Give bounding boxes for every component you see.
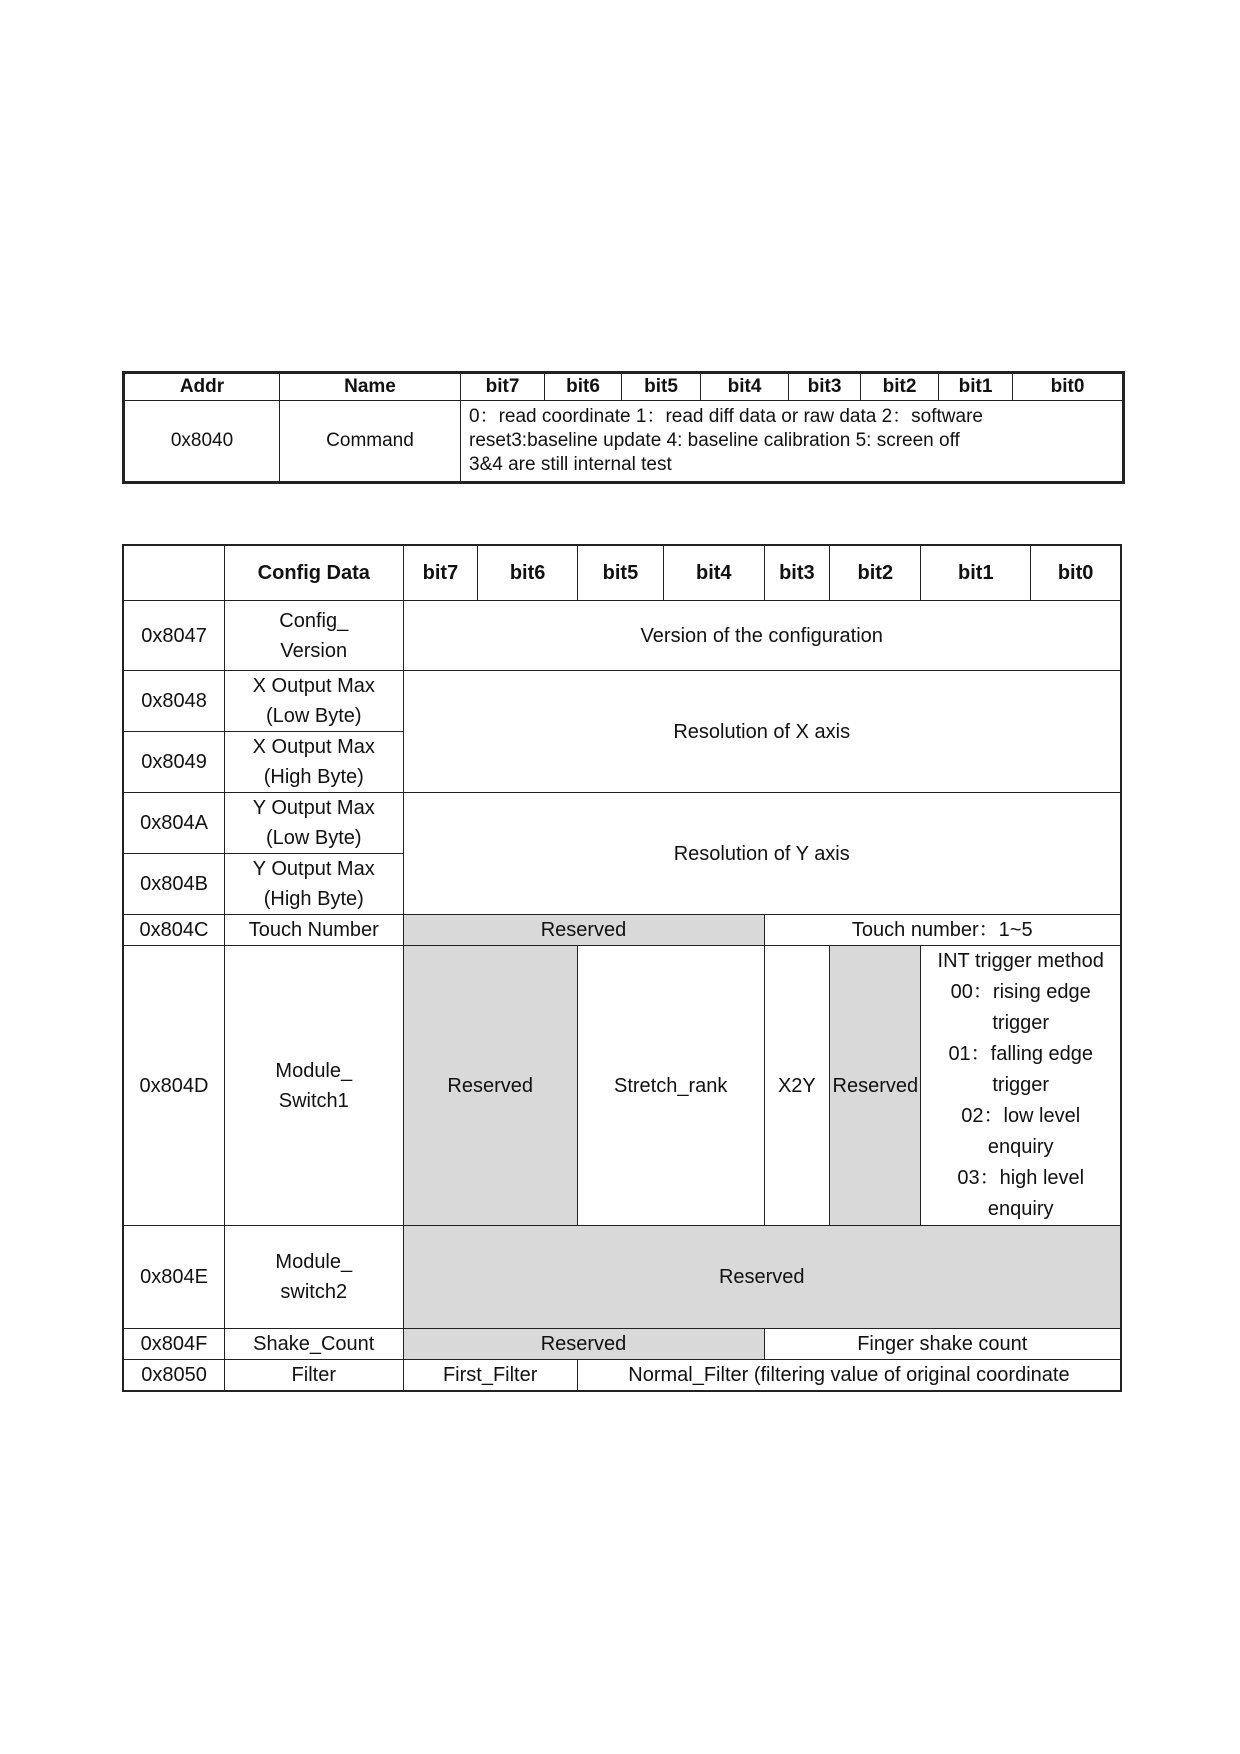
header-bit3: bit3 <box>789 373 861 401</box>
int-trigger-method-cell <box>921 946 1121 1226</box>
touch-number-desc: Touch number：1~5 <box>764 915 1121 946</box>
name-line: Y Output Max <box>252 858 375 880</box>
header-bit0: bit0 <box>1031 545 1121 601</box>
name-cell: Shake_Count <box>225 1329 403 1360</box>
name-cell: Filter <box>225 1360 403 1392</box>
reserved-cell: Reserved <box>403 1226 1121 1329</box>
name-line: Config_ <box>279 609 349 632</box>
header-bit0: bit0 <box>1013 373 1124 401</box>
header-bit3: bit3 <box>764 545 830 601</box>
header-bit5: bit5 <box>577 545 663 601</box>
name-line: Y Output Max <box>252 797 375 819</box>
name-cell: Command <box>280 401 461 483</box>
normal-filter-cell: Normal_Filter (filtering value of original coordinate <box>577 1360 1121 1392</box>
name-line: X Output Max <box>252 736 375 758</box>
name-cell <box>225 946 403 1226</box>
int-line: trigger <box>992 1074 1050 1096</box>
name-cell: Touch Number <box>225 915 403 946</box>
addr-cell: 0x8050 <box>123 1360 225 1392</box>
header-bit4: bit4 <box>701 373 789 401</box>
table-header-row <box>123 545 1121 601</box>
command-description <box>461 401 1124 483</box>
header-bit1: bit1 <box>939 373 1013 401</box>
header-bit4: bit4 <box>664 545 765 601</box>
int-line: enquiry <box>987 1198 1054 1220</box>
int-line: INT trigger method <box>937 950 1104 972</box>
name-line: Module_ <box>275 1059 353 1082</box>
header-name: Name <box>280 373 461 401</box>
name-cell <box>225 793 403 854</box>
x2y-cell: X2Y <box>764 946 830 1226</box>
addr-cell: 0x8049 <box>123 732 225 793</box>
reserved-cell: Reserved <box>403 1329 764 1360</box>
name-line: Module_ <box>275 1251 353 1273</box>
addr-cell: 0x8047 <box>123 601 225 671</box>
table-row <box>123 1226 1121 1329</box>
finger-shake-count-desc: Finger shake count <box>764 1329 1121 1360</box>
header-bit6: bit6 <box>545 373 622 401</box>
name-line: Version <box>280 639 348 662</box>
table-row <box>123 915 1121 946</box>
stretch-rank-cell: Stretch_rank <box>577 946 764 1226</box>
desc-line: reset3:baseline update 4: baseline calibration 5: screen off <box>469 430 960 451</box>
config-data-table <box>122 544 1122 1392</box>
int-line: 02：low level <box>961 1105 1081 1127</box>
addr-cell: 0x804B <box>123 854 225 915</box>
name-line: (Low Byte) <box>265 827 362 849</box>
name-line: (High Byte) <box>263 888 364 910</box>
int-line: trigger <box>992 1012 1050 1034</box>
addr-cell: 0x8048 <box>123 671 225 732</box>
name-line: (Low Byte) <box>265 705 362 727</box>
addr-cell: 0x804D <box>123 946 225 1226</box>
name-line: X Output Max <box>252 675 375 697</box>
x-resolution-desc: Resolution of X axis <box>403 671 1121 793</box>
header-bit5: bit5 <box>622 373 701 401</box>
reserved-cell: Reserved <box>830 946 921 1226</box>
desc-line: 0：read coordinate 1：read diff data or raw data 2：software <box>469 406 983 427</box>
table-row <box>123 793 1121 854</box>
first-filter-cell: First_Filter <box>403 1360 577 1392</box>
name-cell <box>225 601 403 671</box>
header-bit2: bit2 <box>861 373 939 401</box>
table-header-row <box>124 373 1124 401</box>
int-line: enquiry <box>987 1136 1054 1158</box>
reserved-cell: Reserved <box>403 915 764 946</box>
name-line: switch2 <box>280 1281 348 1303</box>
name-cell <box>225 854 403 915</box>
command-register-table <box>122 371 1125 484</box>
y-resolution-desc: Resolution of Y axis <box>403 793 1121 915</box>
name-cell <box>225 1226 403 1329</box>
addr-cell: 0x804C <box>123 915 225 946</box>
addr-cell: 0x804F <box>123 1329 225 1360</box>
table-row <box>123 671 1121 732</box>
header-addr: Addr <box>124 373 280 401</box>
header-bit7: bit7 <box>461 373 545 401</box>
table-row <box>124 401 1124 483</box>
header-blank <box>123 545 225 601</box>
header-config-data: Config Data <box>225 545 403 601</box>
header-bit7: bit7 <box>403 545 478 601</box>
addr-cell: 0x8040 <box>124 401 280 483</box>
desc-line: 3&4 are still internal test <box>469 454 672 475</box>
name-line: (High Byte) <box>263 766 364 788</box>
int-line: 03：high level <box>957 1167 1085 1189</box>
header-bit1: bit1 <box>921 545 1031 601</box>
reserved-cell: Reserved <box>403 946 577 1226</box>
name-cell <box>225 732 403 793</box>
table-row <box>123 1360 1121 1392</box>
table-row <box>123 1329 1121 1360</box>
name-line: Switch1 <box>278 1089 349 1112</box>
name-cell <box>225 671 403 732</box>
addr-cell: 0x804E <box>123 1226 225 1329</box>
int-line: 00：rising edge <box>950 981 1091 1003</box>
table-row <box>123 946 1121 1226</box>
int-line: 01：falling edge <box>948 1043 1093 1065</box>
addr-cell: 0x804A <box>123 793 225 854</box>
header-bit2: bit2 <box>830 545 921 601</box>
table-row <box>123 601 1121 671</box>
header-bit6: bit6 <box>478 545 577 601</box>
config-version-desc: Version of the configuration <box>403 601 1121 671</box>
